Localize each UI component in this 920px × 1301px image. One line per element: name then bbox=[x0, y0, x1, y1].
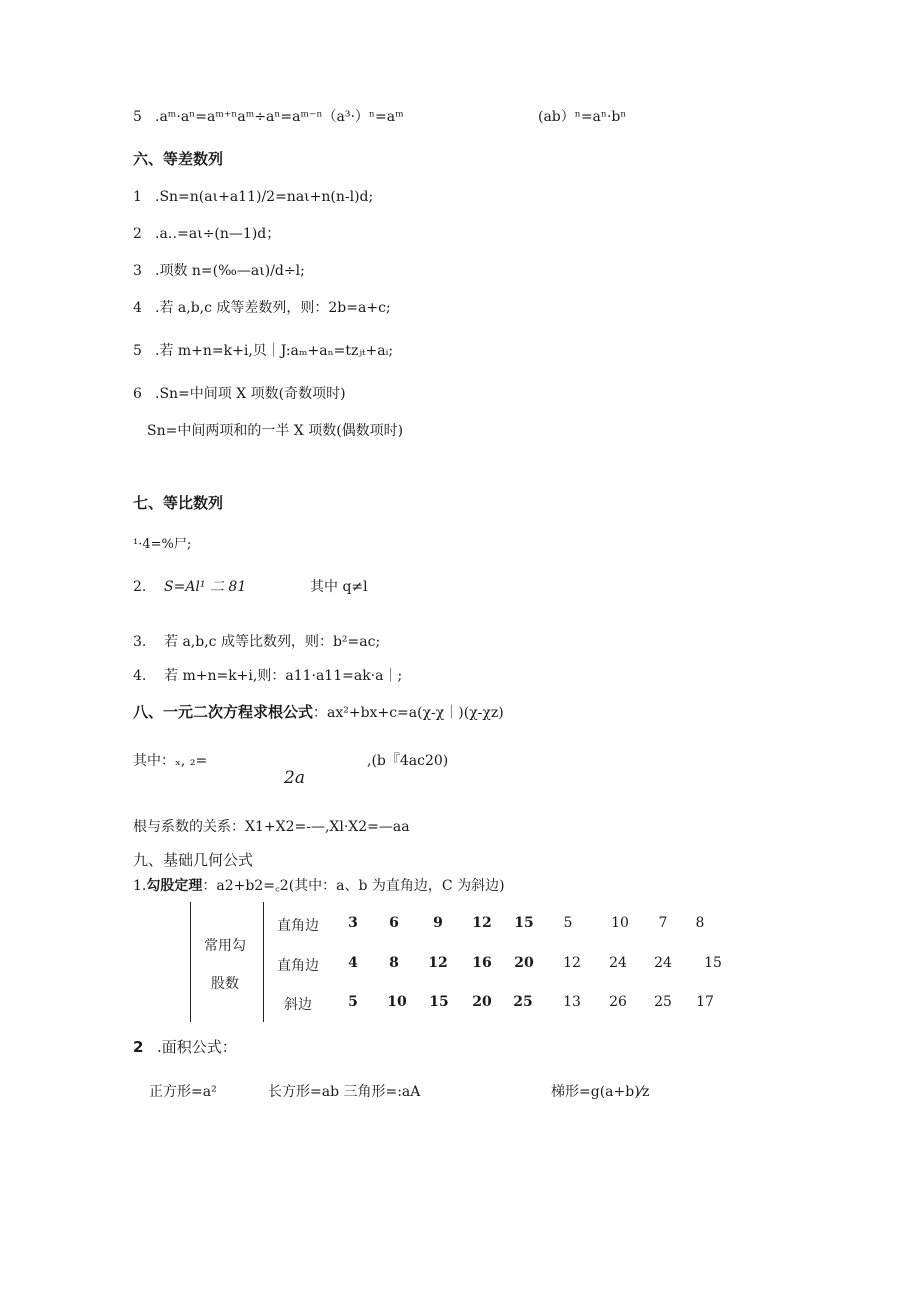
table-cell: 20 bbox=[514, 955, 534, 971]
table-cell: 8 bbox=[389, 955, 399, 971]
table-cell: 4 bbox=[348, 955, 358, 971]
exponent-rules-line bbox=[133, 108, 404, 126]
item-number: 5 bbox=[133, 109, 142, 125]
quadratic-discriminant-condition: ,(b『4ac20) bbox=[367, 753, 449, 769]
table-cell: 20 bbox=[472, 994, 492, 1010]
geometric-item-3: 3. 若 a,b,c 成等比数列，则：b²=ac; bbox=[133, 634, 381, 650]
trapezoid-area-formula: 梯形=g(a+b)⁄z bbox=[551, 1084, 650, 1100]
arithmetic-item-5: 5 .若 m+n=k+i,贝｜J:aₘ+aₙ=tzⱼₜ+aᵢ; bbox=[133, 343, 394, 359]
quadratic-denominator: 2a bbox=[284, 768, 305, 788]
table-cell: 10 bbox=[387, 994, 407, 1010]
area-formulas-heading-line: 2 .面积公式： bbox=[133, 1038, 237, 1056]
geometric-item-1: ¹·4=%尸; bbox=[133, 537, 192, 552]
arithmetic-item-3: 3 .项数 n=(‰—aι)/d÷l; bbox=[133, 263, 305, 279]
table-cell: 24 bbox=[654, 955, 672, 971]
arithmetic-item-6-even: Sn=中间两项和的一半 X 项数(偶数项时) bbox=[147, 423, 404, 439]
table-cell: 6 bbox=[389, 915, 399, 931]
arithmetic-item-4: 4 .若 a,b,c 成等差数列，则：2b=a+c; bbox=[133, 300, 391, 316]
pythagorean-theorem-label: 勾股定理 bbox=[146, 878, 203, 894]
table-cell: 10 bbox=[611, 915, 629, 931]
geometric-sum-condition: 其中 q≠l bbox=[310, 579, 368, 595]
area-formulas-heading: .面积公式： bbox=[157, 1038, 237, 1056]
geometric-sum-formula: S=Al¹ 二 81 bbox=[164, 579, 247, 595]
table-cell: 25 bbox=[654, 994, 672, 1010]
table-cell: 13 bbox=[563, 994, 581, 1010]
section-heading-quadratic: 八、一元二次方程求根公式 bbox=[133, 703, 314, 721]
quadratic-heading-line bbox=[133, 703, 504, 722]
geometric-item-4: 4. 若 m+n=k+i,则：a11·a11=ak·a｜; bbox=[133, 668, 403, 684]
quadratic-roots-label: 其中：ₓ, ₂= bbox=[133, 753, 208, 769]
table-row-label: 直角边 bbox=[277, 918, 319, 934]
table-cell: 12 bbox=[428, 955, 448, 971]
square-area-formula: 正方形=a² bbox=[149, 1084, 217, 1100]
table-divider bbox=[263, 902, 264, 1022]
table-cell: 15 bbox=[514, 915, 534, 931]
table-cell: 15 bbox=[429, 994, 449, 1010]
table-cell: 3 bbox=[348, 915, 358, 931]
table-cell: 5 bbox=[348, 994, 358, 1010]
table-left-border bbox=[190, 902, 191, 1022]
arithmetic-item-1: 1 .Sn=n(aι+a11)/2=naι+n(n-l)d; bbox=[133, 189, 374, 205]
table-cell: 12 bbox=[563, 955, 581, 971]
table-cell: 12 bbox=[472, 915, 492, 931]
arithmetic-item-6: 6 .Sn=中间项 X 项数(奇数项时) bbox=[133, 386, 346, 402]
table-cell: 25 bbox=[513, 994, 533, 1010]
triples-side-label-2: 股数 bbox=[211, 976, 239, 992]
table-cell: 15 bbox=[704, 955, 722, 971]
triples-side-label-1: 常用勾 bbox=[204, 938, 246, 954]
table-cell: 5 bbox=[563, 915, 573, 931]
table-cell: 9 bbox=[433, 915, 443, 931]
table-cell: 7 bbox=[658, 915, 668, 931]
geometric-item-2: 2. S=Al¹ 二 81 bbox=[133, 579, 247, 595]
quadratic-factored-form: ：ax²+bx+c=a(χ-χ｜)(χ-χz) bbox=[313, 705, 504, 721]
table-row-label: 斜边 bbox=[284, 997, 312, 1013]
exponent-rules-right: (ab）ⁿ=aⁿ·bⁿ bbox=[538, 109, 627, 125]
table-cell: 24 bbox=[609, 955, 627, 971]
rectangle-triangle-area-formula: 长方形=ab 三角形=:aA bbox=[268, 1084, 421, 1100]
table-cell: 8 bbox=[695, 915, 705, 931]
table-cell: 16 bbox=[472, 955, 492, 971]
table-row-label: 直角边 bbox=[277, 958, 319, 974]
exponent-rules-left: .aᵐ·aⁿ=aᵐ⁺ⁿaᵐ÷aⁿ=aᵐ⁻ⁿ（a³·）ⁿ=aᵐ bbox=[155, 109, 404, 125]
table-cell: 26 bbox=[609, 994, 627, 1010]
vieta-relation: 根与系数的关系：X1+X2=-—,Xl·X2=—aa bbox=[133, 819, 410, 835]
arithmetic-item-2: 2 .a‥=aι÷(n—1)d； bbox=[133, 226, 281, 242]
section-heading-geometry: 九、基础几何公式 bbox=[133, 851, 254, 869]
section-heading-geometric: 七、等比数列 bbox=[133, 494, 224, 512]
section-heading-arithmetic: 六、等差数列 bbox=[133, 150, 224, 168]
table-cell: 17 bbox=[696, 994, 714, 1010]
pythagorean-theorem-line: 1.勾股定理：a2+b2=꜀2(其中：a、b 为直角边，C 为斜边) bbox=[133, 878, 505, 894]
